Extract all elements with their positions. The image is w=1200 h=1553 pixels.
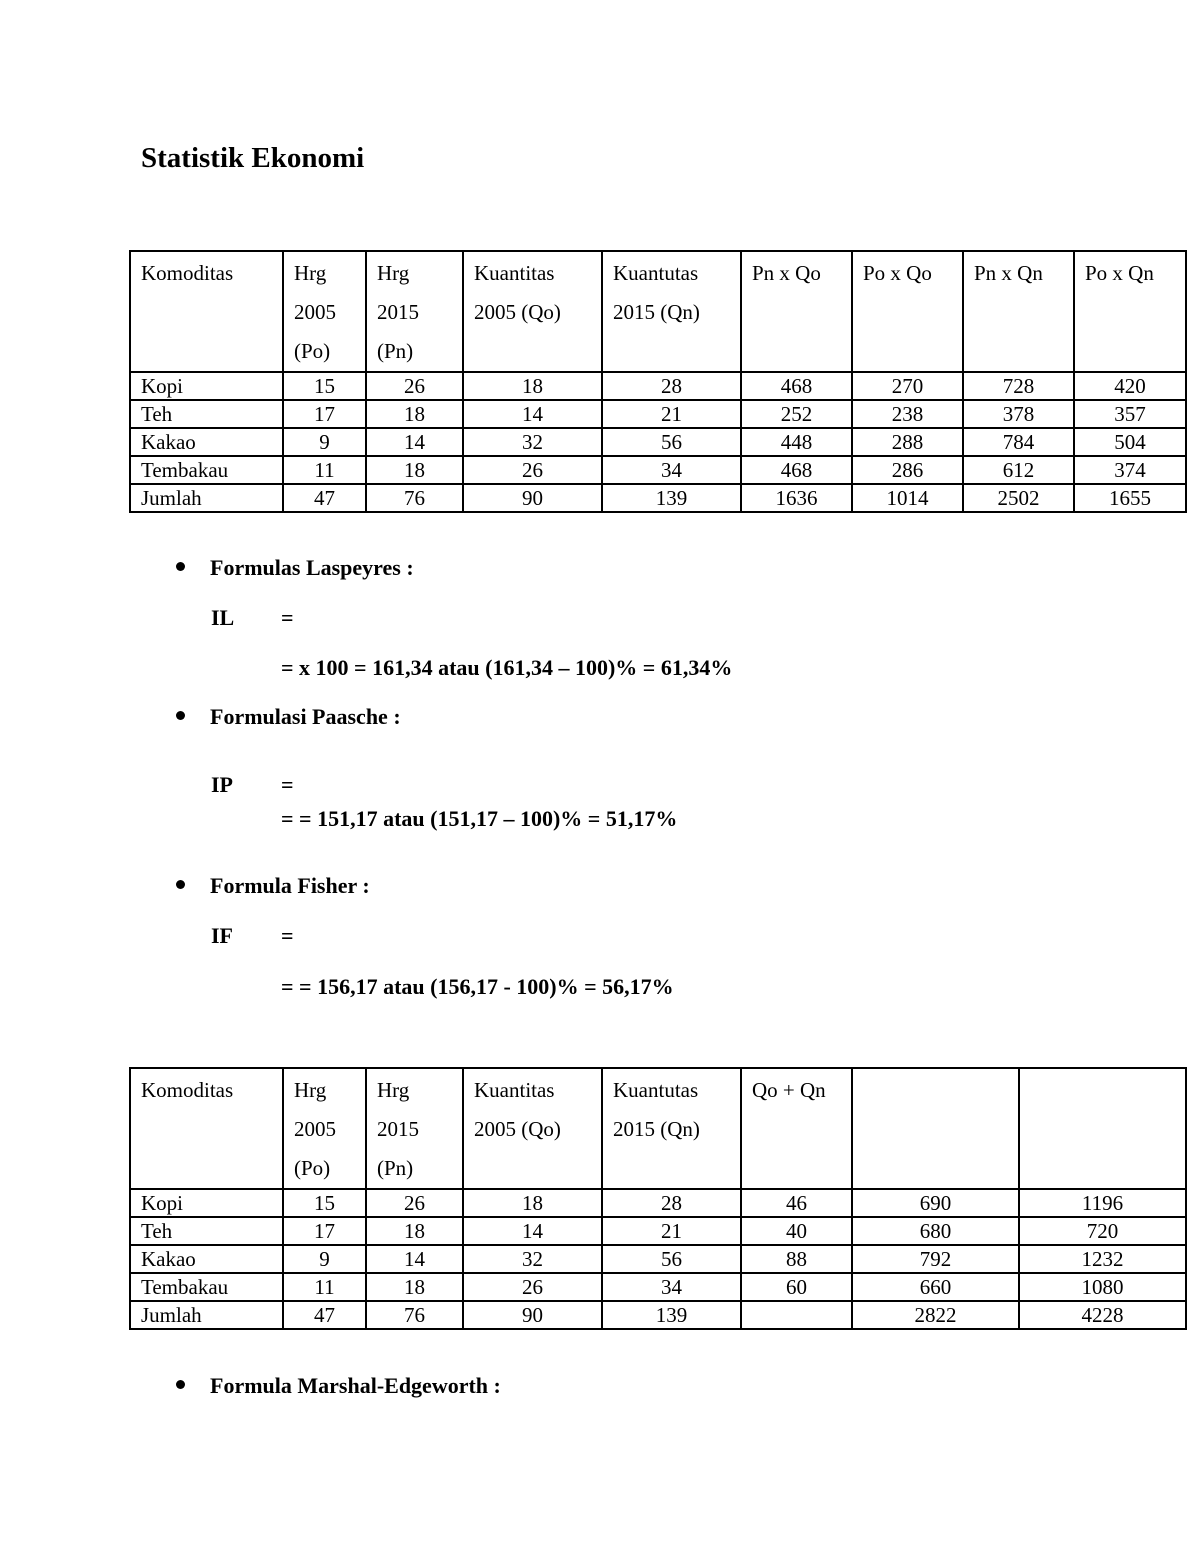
table-cell: 15 bbox=[283, 372, 366, 400]
table-cell: 9 bbox=[283, 1245, 366, 1273]
table-cell: 18 bbox=[463, 372, 602, 400]
table-total-row bbox=[130, 484, 1186, 512]
table-cell: 1080 bbox=[1019, 1273, 1186, 1301]
table-cell: 270 bbox=[852, 372, 963, 400]
document-title: Statistik Ekonomi bbox=[141, 142, 365, 174]
table-cell: 40 bbox=[741, 1217, 852, 1245]
table-cell: 26 bbox=[366, 372, 463, 400]
table-cell: 18 bbox=[366, 1217, 463, 1245]
bullet-icon bbox=[176, 562, 185, 571]
table-cell: 357 bbox=[1074, 400, 1186, 428]
row-label: Kopi bbox=[130, 372, 283, 400]
table-cell: 1196 bbox=[1019, 1189, 1186, 1217]
column-header bbox=[1019, 1068, 1186, 1189]
table-cell bbox=[741, 1301, 852, 1329]
table-cell: 504 bbox=[1074, 428, 1186, 456]
column-header: Hrg 2005 (Po) bbox=[283, 251, 366, 372]
laspeyres-heading: Formulas Laspeyres : bbox=[176, 555, 414, 581]
column-header: Komoditas bbox=[130, 251, 283, 372]
table-row bbox=[130, 1245, 1186, 1273]
table-cell: 1232 bbox=[1019, 1245, 1186, 1273]
table-cell: 14 bbox=[463, 400, 602, 428]
table-cell: 26 bbox=[463, 456, 602, 484]
table-cell: 4228 bbox=[1019, 1301, 1186, 1329]
table-cell: 15 bbox=[283, 1189, 366, 1217]
fisher-heading: Formula Fisher : bbox=[176, 873, 370, 899]
marshal-edgeworth-table bbox=[129, 1067, 1187, 1330]
table-cell: 9 bbox=[283, 428, 366, 456]
table-cell: 21 bbox=[602, 1217, 741, 1245]
formula-symbol: IF bbox=[211, 923, 233, 948]
table-cell: 28 bbox=[602, 372, 741, 400]
table-cell: 14 bbox=[463, 1217, 602, 1245]
row-label: Jumlah bbox=[130, 484, 283, 512]
price-index-table bbox=[129, 250, 1187, 513]
table-cell: 468 bbox=[741, 456, 852, 484]
table-cell: 252 bbox=[741, 400, 852, 428]
table-cell: 90 bbox=[463, 1301, 602, 1329]
table-cell: 612 bbox=[963, 456, 1074, 484]
column-header: Komoditas bbox=[130, 1068, 283, 1189]
table-cell: 2502 bbox=[963, 484, 1074, 512]
table-cell: 34 bbox=[602, 1273, 741, 1301]
table-cell: 1636 bbox=[741, 484, 852, 512]
table-cell: 238 bbox=[852, 400, 963, 428]
table-row bbox=[130, 1217, 1186, 1245]
table-cell: 88 bbox=[741, 1245, 852, 1273]
column-header bbox=[852, 1068, 1019, 1189]
column-header: Hrg 2005 (Po) bbox=[283, 1068, 366, 1189]
table-row bbox=[130, 372, 1186, 400]
table-row bbox=[130, 400, 1186, 428]
formula-result: = x 100 = 161,34 atau (161,34 – 100)% = 61,34% bbox=[281, 655, 733, 680]
table-row bbox=[130, 1273, 1186, 1301]
table-cell: 14 bbox=[366, 1245, 463, 1273]
table-cell: 288 bbox=[852, 428, 963, 456]
table-row bbox=[130, 428, 1186, 456]
table-cell: 378 bbox=[963, 400, 1074, 428]
table-cell: 90 bbox=[463, 484, 602, 512]
formula-result: = = 151,17 atau (151,17 – 100)% = 51,17% bbox=[281, 806, 678, 831]
table-cell: 139 bbox=[602, 484, 741, 512]
table-cell: 26 bbox=[463, 1273, 602, 1301]
table-cell: 11 bbox=[283, 456, 366, 484]
table-header-row bbox=[130, 1068, 1186, 1189]
table-cell: 139 bbox=[602, 1301, 741, 1329]
table-cell: 1014 bbox=[852, 484, 963, 512]
formula-symbol: IL bbox=[211, 605, 235, 630]
table-cell: 46 bbox=[741, 1189, 852, 1217]
equals-sign: = bbox=[281, 923, 294, 948]
column-header: Po x Qn bbox=[1074, 251, 1186, 372]
table-cell: 60 bbox=[741, 1273, 852, 1301]
table-cell: 1655 bbox=[1074, 484, 1186, 512]
bullet-icon bbox=[176, 880, 185, 889]
table-cell: 784 bbox=[963, 428, 1074, 456]
table-cell: 18 bbox=[366, 456, 463, 484]
table-cell: 32 bbox=[463, 1245, 602, 1273]
row-label: Kakao bbox=[130, 428, 283, 456]
table-cell: 18 bbox=[463, 1189, 602, 1217]
row-label: Kakao bbox=[130, 1245, 283, 1273]
table-cell: 286 bbox=[852, 456, 963, 484]
row-label: Kopi bbox=[130, 1189, 283, 1217]
table-row bbox=[130, 1189, 1186, 1217]
table-cell: 420 bbox=[1074, 372, 1186, 400]
table-cell: 17 bbox=[283, 400, 366, 428]
table-cell: 47 bbox=[283, 1301, 366, 1329]
table-cell: 34 bbox=[602, 456, 741, 484]
formula-result: = = 156,17 atau (156,17 - 100)% = 56,17% bbox=[281, 974, 674, 999]
table-cell: 720 bbox=[1019, 1217, 1186, 1245]
table-cell: 18 bbox=[366, 1273, 463, 1301]
formula-symbol: IP bbox=[211, 772, 233, 797]
row-label: Tembakau bbox=[130, 1273, 283, 1301]
table-cell: 448 bbox=[741, 428, 852, 456]
table-cell: 660 bbox=[852, 1273, 1019, 1301]
table-cell: 56 bbox=[602, 428, 741, 456]
column-header: Kuantitas 2005 (Qo) bbox=[463, 1068, 602, 1189]
column-header: Hrg 2015 (Pn) bbox=[366, 251, 463, 372]
table-cell: 26 bbox=[366, 1189, 463, 1217]
table-cell: 21 bbox=[602, 400, 741, 428]
bullet-icon bbox=[176, 1380, 185, 1389]
table-cell: 728 bbox=[963, 372, 1074, 400]
column-header: Kuantitas 2005 (Qo) bbox=[463, 251, 602, 372]
column-header: Pn x Qn bbox=[963, 251, 1074, 372]
table-header-row bbox=[130, 251, 1186, 372]
table-cell: 690 bbox=[852, 1189, 1019, 1217]
column-header: Qo + Qn bbox=[741, 1068, 852, 1189]
table-cell: 792 bbox=[852, 1245, 1019, 1273]
row-label: Jumlah bbox=[130, 1301, 283, 1329]
table-row bbox=[130, 456, 1186, 484]
table-cell: 2822 bbox=[852, 1301, 1019, 1329]
table-cell: 14 bbox=[366, 428, 463, 456]
equals-sign: = bbox=[281, 605, 294, 630]
column-header: Hrg 2015 (Pn) bbox=[366, 1068, 463, 1189]
marshal-edgeworth-heading: Formula Marshal-Edgeworth : bbox=[176, 1373, 501, 1399]
column-header: Kuantutas 2015 (Qn) bbox=[602, 251, 741, 372]
table-cell: 17 bbox=[283, 1217, 366, 1245]
table-cell: 76 bbox=[366, 1301, 463, 1329]
row-label: Teh bbox=[130, 1217, 283, 1245]
table-total-row bbox=[130, 1301, 1186, 1329]
table-cell: 468 bbox=[741, 372, 852, 400]
row-label: Teh bbox=[130, 400, 283, 428]
column-header: Kuantutas 2015 (Qn) bbox=[602, 1068, 741, 1189]
column-header: Po x Qo bbox=[852, 251, 963, 372]
bullet-icon bbox=[176, 711, 185, 720]
table-cell: 47 bbox=[283, 484, 366, 512]
table-cell: 32 bbox=[463, 428, 602, 456]
paasche-heading: Formulasi Paasche : bbox=[176, 704, 401, 730]
table-cell: 28 bbox=[602, 1189, 741, 1217]
table-cell: 374 bbox=[1074, 456, 1186, 484]
table-cell: 680 bbox=[852, 1217, 1019, 1245]
column-header: Pn x Qo bbox=[741, 251, 852, 372]
row-label: Tembakau bbox=[130, 456, 283, 484]
table-cell: 56 bbox=[602, 1245, 741, 1273]
equals-sign: = bbox=[281, 772, 294, 797]
table-cell: 11 bbox=[283, 1273, 366, 1301]
table-cell: 76 bbox=[366, 484, 463, 512]
table-cell: 18 bbox=[366, 400, 463, 428]
